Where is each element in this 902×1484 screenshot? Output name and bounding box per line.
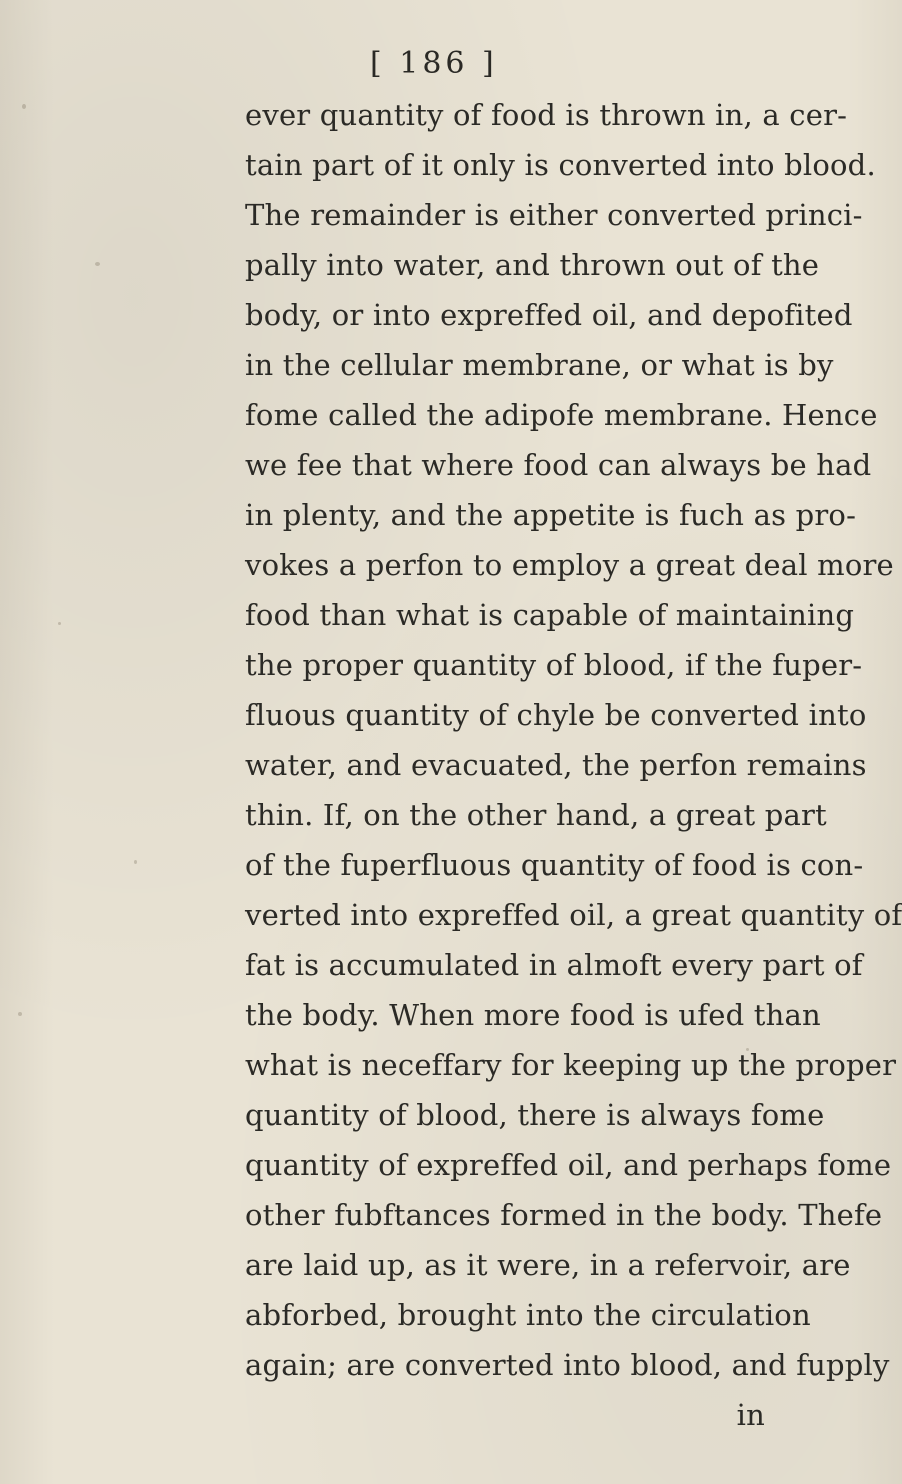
catchword: in	[736, 1398, 765, 1432]
text-line: The remainder is either converted princi-	[245, 198, 863, 232]
text-line: pally into water, and thrown out of the	[245, 248, 820, 282]
paper-speck	[134, 860, 137, 864]
paper-speck	[746, 1048, 749, 1051]
text-line: fome called the adipofe membrane. Hence	[245, 398, 878, 432]
text-line: body, or into expreffed oil, and depofited	[245, 298, 853, 332]
text-line: verted into expreffed oil, a great quantity of	[245, 898, 902, 932]
text-line: quantity of expreffed oil, and perhaps fome	[245, 1148, 892, 1182]
text-line: food than what is capable of maintaining	[245, 598, 855, 632]
text-line: the proper quantity of blood, if the fuper-	[245, 648, 863, 682]
text-line: tain part of it only is converted into blood.	[245, 148, 876, 182]
paper-speck	[18, 1012, 22, 1016]
text-line: abforbed, brought into the circulation	[245, 1298, 811, 1332]
text-line: fluous quantity of chyle be converted into	[245, 698, 867, 732]
paper-speck	[95, 262, 100, 266]
text-line: are laid up, as it were, in a refervoir, are	[245, 1248, 851, 1282]
text-line: quantity of blood, there is always fome	[245, 1098, 825, 1132]
text-line: again; are converted into blood, and fupply	[245, 1348, 890, 1382]
text-line: the body. When more food is ufed than	[245, 998, 821, 1032]
text-line: water, and evacuated, the perfon remains	[245, 748, 867, 782]
text-line: in plenty, and the appetite is fuch as pro-	[245, 498, 857, 532]
text-line: other fubftances formed in the body. Thefe	[245, 1198, 883, 1232]
text-line: what is neceffary for keeping up the proper	[245, 1048, 897, 1082]
text-line: vokes a perfon to employ a great deal more	[245, 548, 894, 582]
body-text	[245, 90, 902, 1440]
paper-speck	[58, 622, 61, 625]
paper-speck	[22, 104, 26, 109]
text-line: fat is accumulated in almoft every part of	[245, 948, 863, 982]
text-line: we fee that where food can always be had	[245, 448, 872, 482]
page-number: [ 186 ]	[370, 46, 498, 81]
text-line: ever quantity of food is thrown in, a cer-	[245, 98, 848, 132]
text-line: of the fuperfluous quantity of food is con-	[245, 848, 864, 882]
text-line: in the cellular membrane, or what is by	[245, 348, 834, 382]
text-line: thin. If, on the other hand, a great part	[245, 798, 827, 832]
